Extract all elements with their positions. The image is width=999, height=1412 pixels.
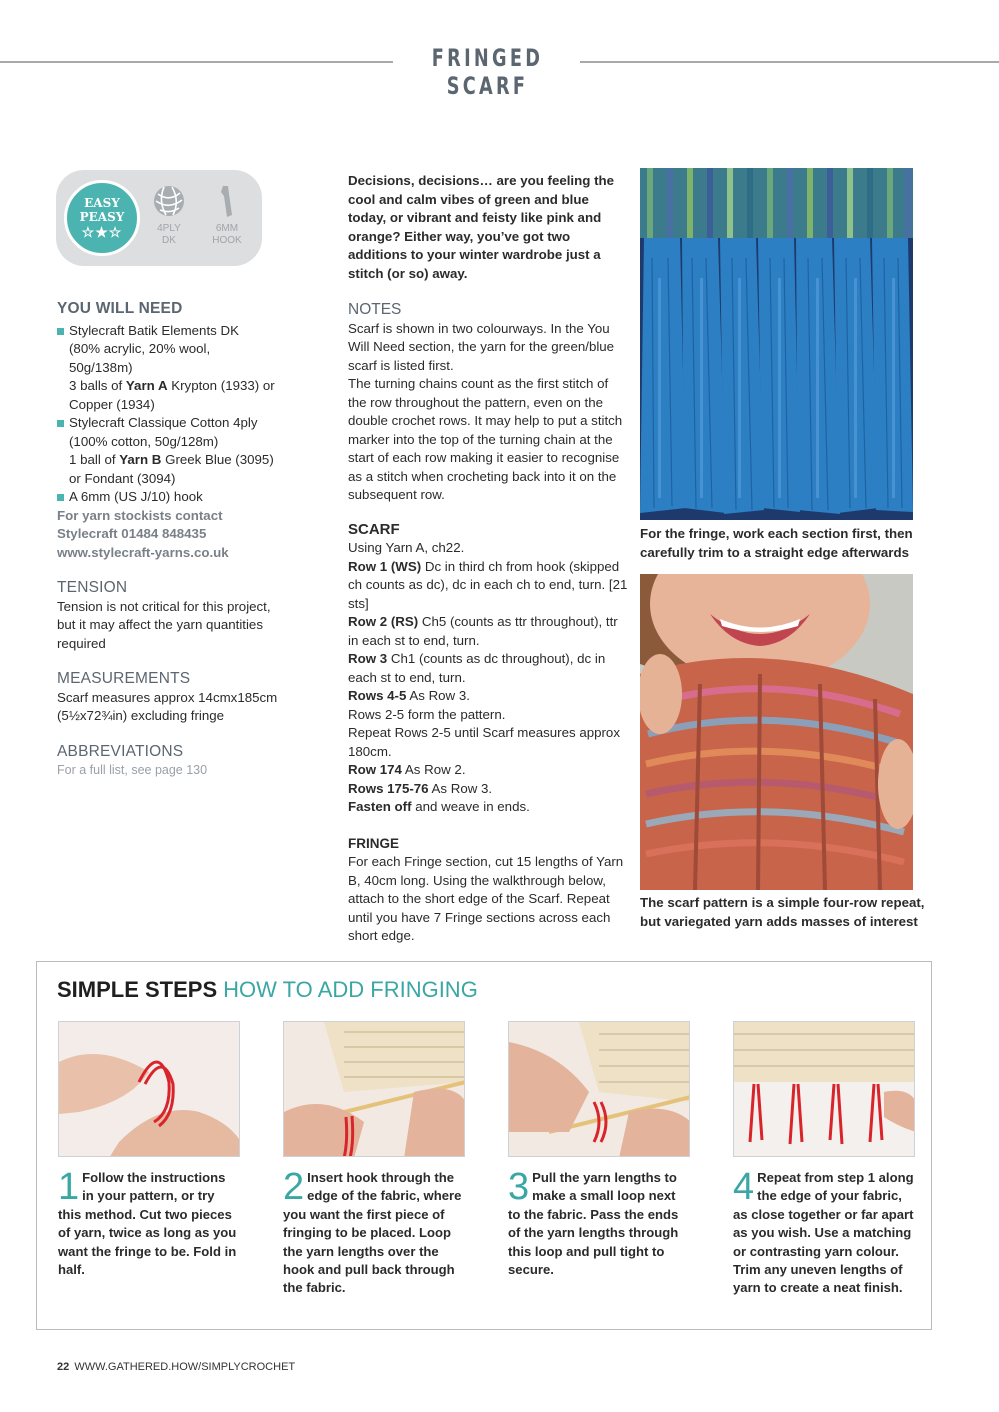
- pattern-row: Row 174 As Row 2.: [348, 762, 466, 777]
- step-number: 3: [508, 1166, 530, 1208]
- notes-heading: NOTES: [348, 301, 402, 318]
- step-1: 1 Follow the instructions in your pattern, or try this method. Cut two pieces of yarn, twice as long as you want the fringe to be. Fold in half.: [58, 1166, 237, 1278]
- measurements-text: Scarf measures approx 14cmx185cm (5½x72¾in) excluding fringe: [57, 689, 278, 723]
- pattern-row: Rows 4-5 As Row 3.: [348, 688, 470, 703]
- scarf-instructions: [348, 539, 628, 817]
- pattern-row: Rows 2-5 form the pattern.: [348, 706, 506, 722]
- photo-caption: The scarf pattern is a simple four-row repeat, but variegated yarn adds masses of interest: [640, 895, 925, 929]
- simple-steps-panel: [36, 961, 932, 1330]
- tension-heading: TENSION: [57, 579, 128, 596]
- intro-paragraph: Decisions, decisions… are you feeling the cool and calm vibes of green and blue today, or vibrant and feisty like pink and orange? Either way, you’ve got two additions to your winter wardrobe just a stitch (or so) away.: [348, 173, 615, 281]
- rating-stars: ☆★☆: [81, 225, 123, 241]
- steps-title: SIMPLE STEPS HOW TO ADD FRINGING: [57, 977, 478, 1002]
- fringe-photo: [640, 168, 913, 520]
- you-will-need-heading: YOU WILL NEED: [57, 300, 183, 317]
- yarn-ball-icon: [152, 184, 186, 218]
- pattern-row: Using Yarn A, ch22.: [348, 540, 465, 555]
- page-title: FRINGED SCARF: [431, 44, 544, 100]
- list-item: Stylecraft Classique Cotton 4ply (100% cotton, 50g/128m) 1 ball of Yarn B Greek Blue (3095) or Fondant (3094): [57, 414, 287, 488]
- fringe-text: For each Fringe section, cut 15 lengths of Yarn B, 40cm long. Using the walkthrough below, attach to the short edge of the Scarf. Repeat until you have 7 Fringe sections across each short edge.: [348, 854, 624, 943]
- step-4: 4 Repeat from step 1 along the edge of your fabric, as close together or far apart as you wish. Use a matching or contrasting yarn colour. Trim any uneven lengths of yarn to create a neat finish.: [733, 1166, 914, 1296]
- pattern-row: Rows 175-76 As Row 3.: [348, 780, 493, 796]
- pattern-row: Repeat Rows 2-5 until Scarf measures approx 180cm.: [348, 725, 620, 759]
- step-photo: [58, 1021, 240, 1157]
- page-footer: [57, 1361, 295, 1373]
- notes-paragraph: The turning chains count as the first stitch of the row throughout the pattern, even on the double crochet rows. It may help to put a stitch marker into the top of the turning chain at the start of each row making it easier to recognise as a stitch when crocheting back into it on the subsequent row.: [348, 376, 623, 502]
- requirements-column: [57, 300, 287, 780]
- yarn-weight: 4PLY DK: [144, 184, 194, 247]
- notes-paragraph: Scarf is shown in two colourways. In the You Will Need section, the yarn for the green/blue scarf is listed first.: [348, 320, 615, 373]
- scarf-heading: SCARF: [348, 520, 400, 538]
- tension-text: Tension is not critical for this project, but it may affect the yarn quantities required: [57, 598, 271, 651]
- step-photo: [733, 1021, 915, 1157]
- difficulty-badge: [56, 170, 262, 266]
- pattern-column: [348, 172, 628, 946]
- crochet-hook-icon: [210, 184, 244, 218]
- step-number: 1: [58, 1166, 80, 1208]
- step-photo: [508, 1021, 690, 1157]
- pattern-row: Row 1 (WS) Dc in third ch from hook (skipped ch counts as dc), dc in each ch to end, turn. [21 sts]: [348, 558, 628, 611]
- scarf-model-photo: [640, 574, 913, 890]
- step-2: 2 Insert hook through the edge of the fabric, where you want the first piece of fringing to be placed. Loop the yarn lengths over the hook and pull back through the fabric.: [283, 1166, 462, 1296]
- step-number: 4: [733, 1166, 755, 1208]
- header-rule-left: [0, 61, 393, 63]
- page-number: 22: [57, 1361, 70, 1373]
- list-item: Stylecraft Batik Elements DK (80% acrylic, 20% wool, 50g/138m) 3 balls of Yarn A Krypton (1933) or Copper (1934): [57, 322, 287, 415]
- measurements-heading: MEASUREMENTS: [57, 670, 191, 687]
- pattern-row: Row 3 Ch1 (counts as dc throughout), dc in each st to end, turn.: [348, 651, 606, 685]
- header-rule-right: [580, 61, 999, 63]
- footer-url[interactable]: WWW.GATHERED.HOW/SIMPLYCROCHET: [74, 1361, 296, 1373]
- pattern-row: Row 2 (RS) Ch5 (counts as ttr throughout), ttr in each st to end, turn.: [348, 614, 618, 648]
- stockist-contact: For yarn stockists contact Stylecraft 01484 848435 www.stylecraft-yarns.co.uk: [57, 507, 287, 563]
- step-photo: [283, 1021, 465, 1157]
- step-number: 2: [283, 1166, 305, 1208]
- easy-peasy-seal: EASY PEASY ☆★☆: [64, 180, 140, 256]
- list-item: A 6mm (US J/10) hook: [57, 488, 287, 507]
- hook-size: 6MM HOOK: [202, 184, 252, 247]
- abbreviations-heading: ABBREVIATIONS: [57, 742, 184, 760]
- photo-caption: For the fringe, work each section first, then carefully trim to a straight edge afterwards: [640, 526, 913, 560]
- abbreviations-text: For a full list, see page 130: [57, 763, 208, 777]
- step-3: 3 Pull the yarn lengths to make a small loop next to the fabric. Pass the ends of the yarn lengths through this loop and pull tight to secure.: [508, 1166, 679, 1278]
- stockist-link[interactable]: www.stylecraft-yarns.co.uk: [57, 544, 229, 560]
- fringe-heading: FRINGE: [348, 835, 400, 851]
- pattern-row: Fasten off and weave in ends.: [348, 799, 530, 814]
